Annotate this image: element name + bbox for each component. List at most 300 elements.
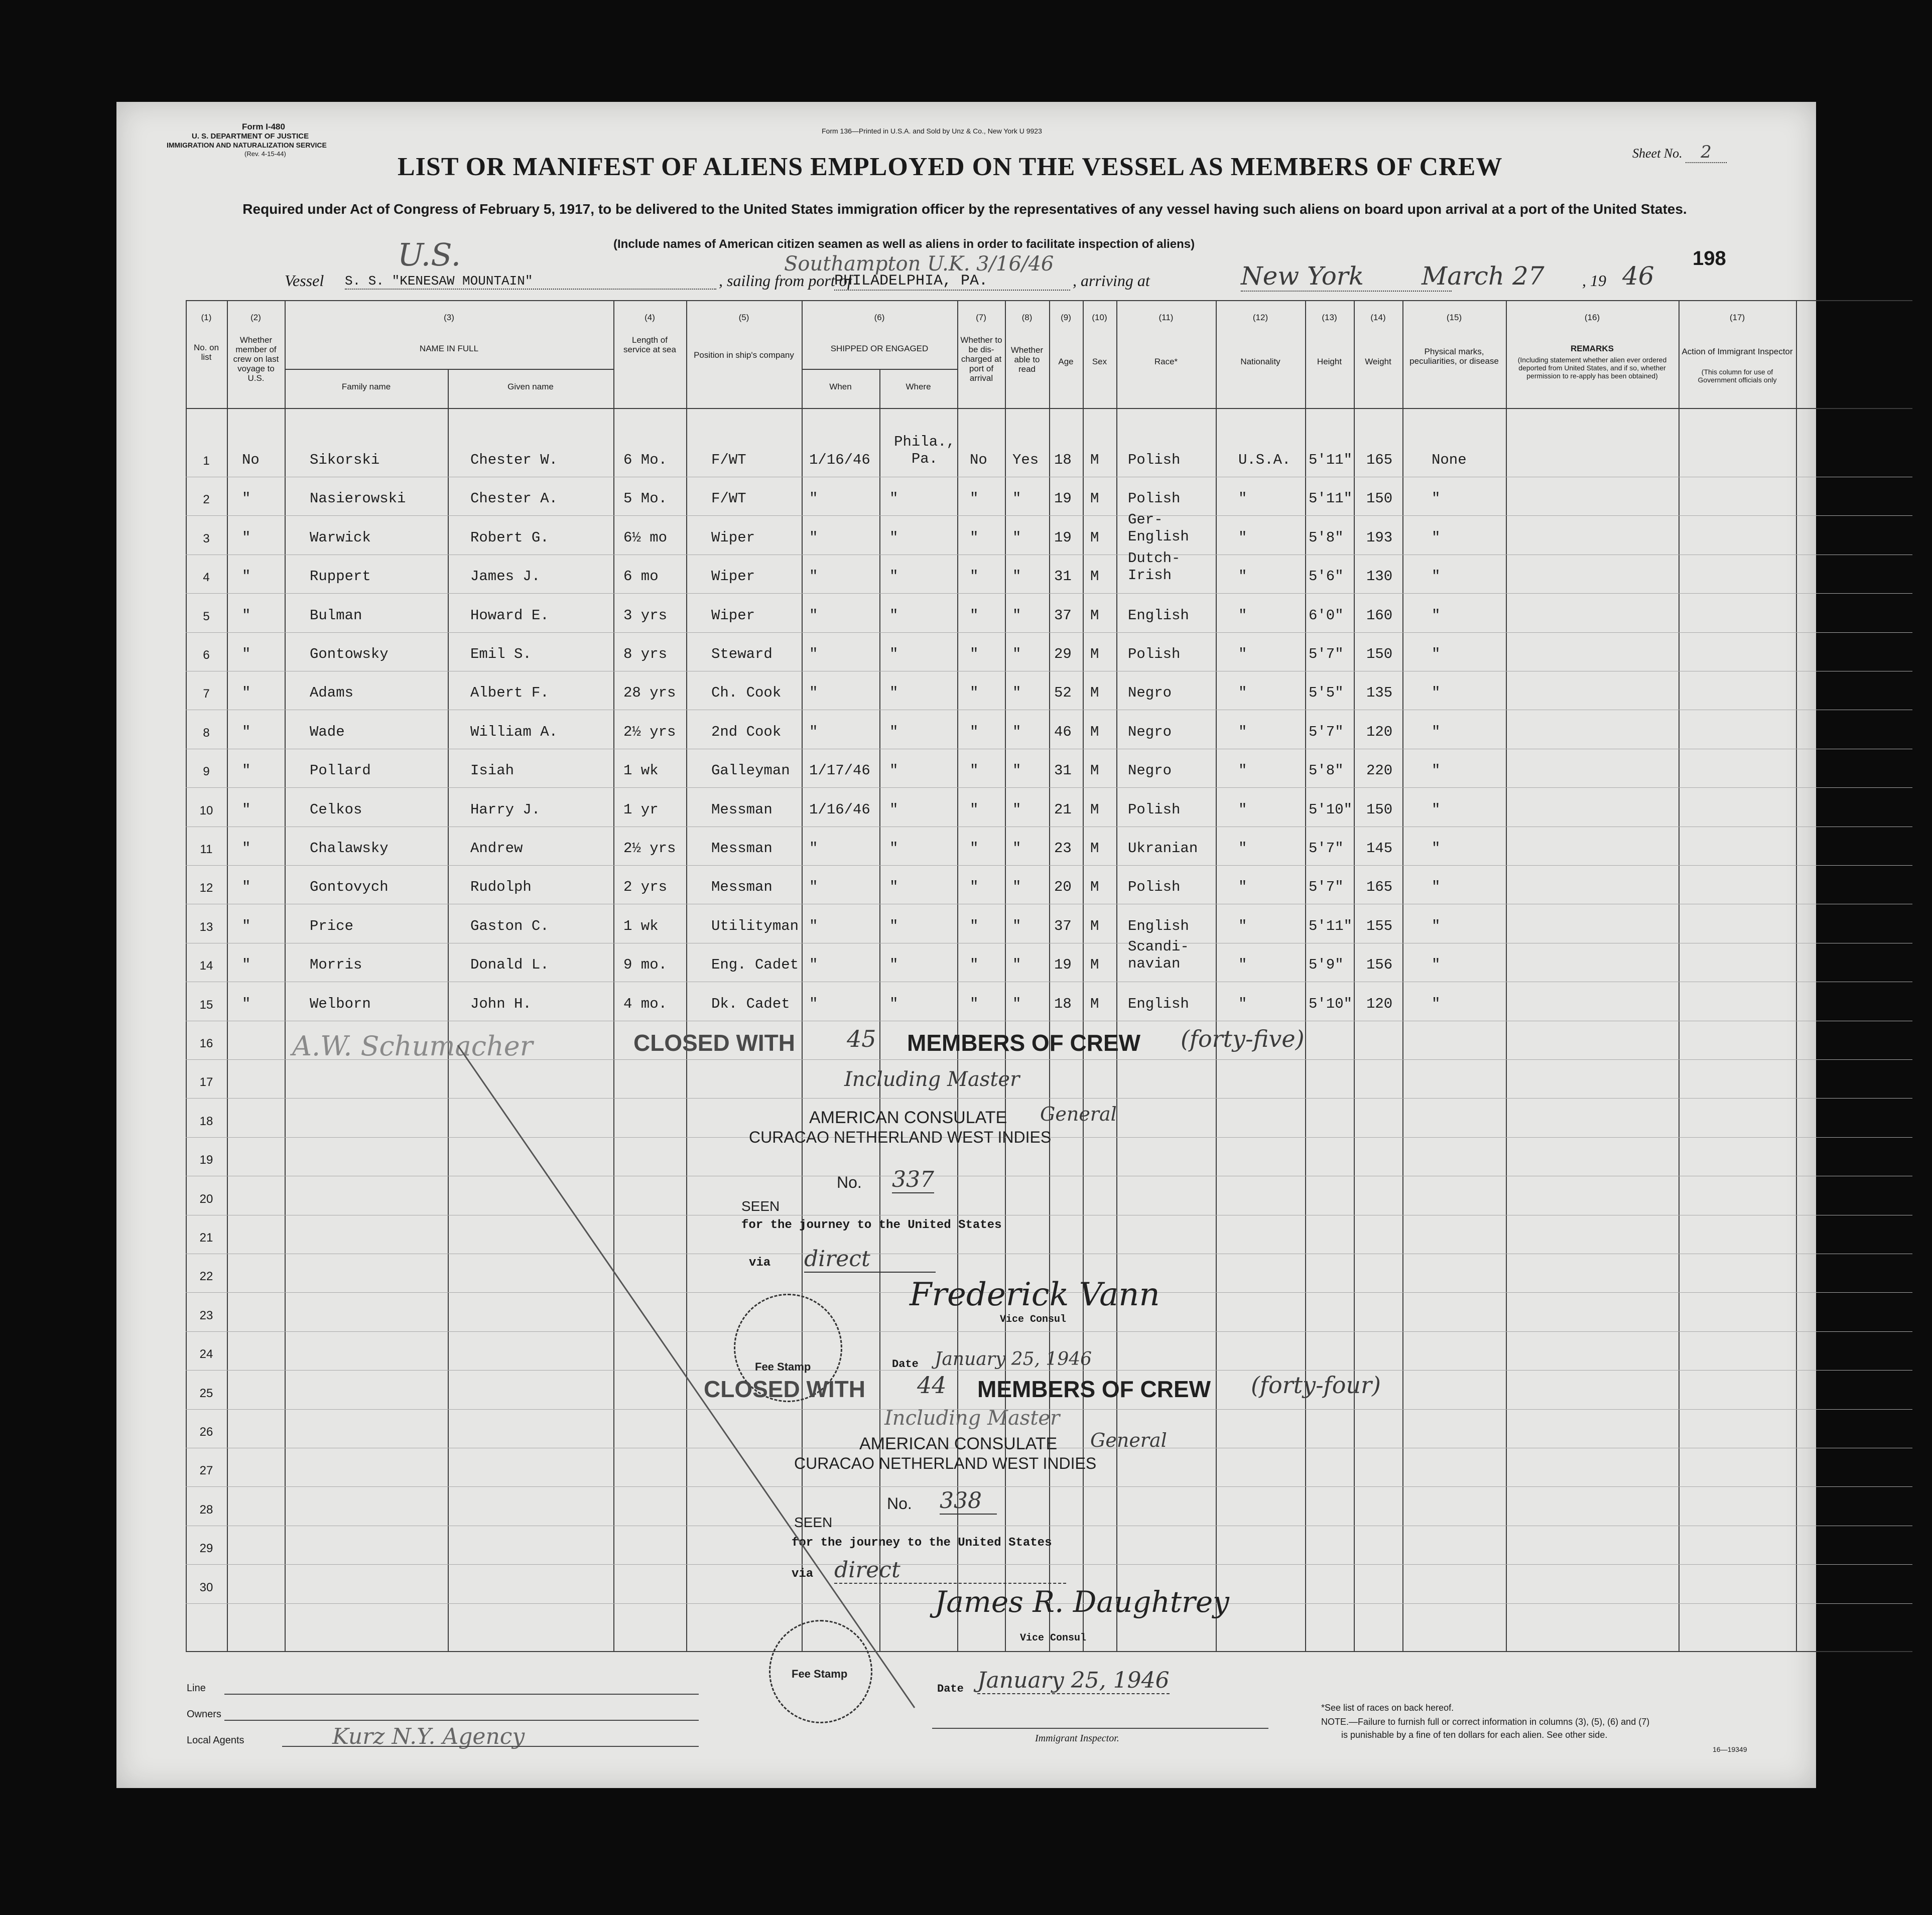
line-field	[224, 1694, 699, 1695]
race-cell: English	[1128, 918, 1189, 934]
col-number: (16)	[1584, 313, 1600, 322]
vessel-label: Vessel	[285, 271, 324, 290]
height-cell: 5'9"	[1309, 956, 1344, 973]
header-given-name: Given name	[507, 382, 554, 391]
nationality-cell: "	[1238, 685, 1247, 701]
position-cell: F/WT	[711, 452, 746, 468]
height-cell: 5'7"	[1309, 646, 1344, 662]
diagonal-strike-line	[116, 102, 1816, 1788]
crew-count: 45	[847, 1025, 876, 1052]
race-cell: Ukranian	[1128, 840, 1198, 857]
weight-cell: 130	[1366, 568, 1393, 585]
position-cell: 2nd Cook	[711, 724, 782, 740]
last-voyage-cell: "	[242, 996, 251, 1012]
shipped-where-cell: "	[889, 996, 898, 1012]
given-name-cell: Robert G.	[470, 529, 549, 546]
physical-marks-cell: "	[1432, 918, 1441, 934]
given-name-cell: Chester W.	[470, 452, 558, 468]
including-master: Including Master	[884, 1407, 1060, 1430]
weight-cell: 165	[1366, 452, 1393, 468]
position-cell: Dk. Cadet	[711, 996, 790, 1012]
age-cell: 19	[1054, 529, 1072, 546]
discharged-cell: "	[970, 529, 979, 546]
row-number: 18	[199, 1115, 213, 1128]
given-name-cell: Isiah	[470, 762, 514, 779]
able-to-read-cell: "	[1012, 568, 1021, 585]
sex-cell: M	[1090, 607, 1099, 624]
position-cell: Utilityman	[711, 918, 799, 934]
stamp-number-label: No.	[837, 1173, 862, 1191]
nationality-cell: "	[1238, 607, 1247, 624]
able-to-read-cell: "	[1012, 879, 1021, 895]
family-name-cell: Celkos	[310, 801, 362, 818]
age-cell: 19	[1054, 490, 1072, 507]
manifest-sheet	[116, 102, 1816, 1788]
col-number: (7)	[976, 313, 986, 322]
height-cell: 5'11"	[1309, 918, 1353, 934]
service-length-cell: 2½ yrs	[623, 840, 676, 857]
able-to-read-cell: "	[1012, 762, 1021, 779]
row-number: 10	[199, 804, 213, 817]
last-voyage-cell: "	[242, 607, 251, 624]
stamp-number: 337	[892, 1167, 934, 1192]
including-master: Including Master	[844, 1068, 1020, 1091]
page-number: 198	[1693, 247, 1726, 269]
shipped-when-cell: "	[809, 607, 818, 624]
races-note: *See list of races on back hereof.	[1321, 1703, 1454, 1713]
vice-consul-signature: James R. Daughtrey	[935, 1585, 1229, 1619]
row-number: 15	[199, 998, 213, 1012]
able-to-read-cell: "	[1012, 685, 1021, 701]
given-name-cell: Albert F.	[470, 685, 549, 701]
header-age: Age	[1058, 357, 1074, 366]
physical-marks-cell: "	[1432, 840, 1441, 857]
able-to-read-cell: "	[1012, 607, 1021, 624]
row-number: 11	[200, 843, 213, 856]
shipped-where-cell: "	[889, 801, 898, 818]
row-number: 19	[199, 1153, 213, 1167]
form-code: 16—19349	[1713, 1745, 1747, 1753]
shipped-where-cell: Phila., Pa.	[894, 434, 955, 467]
height-cell: 6'0"	[1309, 607, 1344, 624]
discharged-cell: "	[970, 685, 979, 701]
row-number: 29	[199, 1542, 213, 1555]
header-name-in-full: NAME IN FULL	[419, 344, 479, 353]
header-where: Where	[906, 382, 931, 391]
consulate-general: General	[1090, 1429, 1167, 1451]
row-number: 8	[203, 726, 210, 740]
race-cell: Polish	[1128, 801, 1181, 818]
col-number: (14)	[1370, 313, 1386, 322]
closed-with-label: CLOSED WITH	[633, 1030, 795, 1056]
handwritten-signature: A.W. Schumacher	[292, 1030, 533, 1062]
year-prefix: , 19	[1582, 271, 1606, 290]
col-number: (10)	[1092, 313, 1107, 322]
stamp-number-label: No.	[887, 1494, 912, 1513]
race-cell: Negro	[1128, 762, 1172, 779]
closed-with-label: CLOSED WITH	[704, 1376, 865, 1402]
seen-label: SEEN	[794, 1515, 833, 1530]
date-value: January 25, 1946	[935, 1349, 1092, 1370]
seen-label: SEEN	[741, 1198, 780, 1214]
age-cell: 31	[1054, 568, 1072, 585]
nationality-cell: U.S.A.	[1238, 452, 1291, 468]
row-number: 13	[199, 920, 213, 934]
age-cell: 19	[1054, 956, 1072, 973]
discharged-cell: "	[970, 646, 979, 662]
family-name-cell: Warwick	[310, 529, 371, 546]
physical-marks-cell: "	[1432, 956, 1441, 973]
consulate-location: CURACAO NETHERLAND WEST INDIES	[794, 1454, 1097, 1472]
sex-cell: M	[1090, 801, 1099, 818]
col-number: (8)	[1021, 313, 1033, 322]
penalty-note: NOTE.—Failure to furnish full or correct information in columns (3), (5), (6) and (7)	[1321, 1717, 1650, 1727]
last-voyage-cell: "	[242, 490, 251, 507]
position-cell: Steward	[711, 646, 772, 662]
weight-cell: 165	[1366, 879, 1393, 895]
year-suffix: 46	[1622, 261, 1654, 291]
given-name-cell: Harry J.	[470, 801, 541, 818]
physical-marks-cell: "	[1432, 490, 1441, 507]
position-cell: Wiper	[711, 529, 755, 546]
given-name-cell: Emil S.	[470, 646, 532, 662]
col-number: (17)	[1729, 313, 1745, 322]
row-number: 25	[199, 1387, 213, 1400]
discharged-cell: No	[970, 452, 987, 468]
physical-marks-cell: "	[1432, 529, 1441, 546]
family-name-cell: Adams	[310, 685, 354, 701]
service-length-cell: 1 yr	[623, 801, 659, 818]
weight-cell: 135	[1366, 685, 1393, 701]
via-value: direct	[804, 1246, 936, 1273]
sex-cell: M	[1090, 529, 1099, 546]
header-physical-marks: Physical marks, peculiarities, or disease	[1409, 347, 1499, 366]
family-name-cell: Wade	[310, 724, 345, 740]
row-number: 6	[203, 648, 210, 662]
physical-marks-cell: "	[1432, 685, 1441, 701]
shipped-where-cell: "	[889, 685, 898, 701]
date-value: January 25, 1946	[977, 1668, 1170, 1693]
family-name-cell: Gontovych	[310, 879, 389, 895]
row-number: 2	[203, 493, 210, 506]
age-cell: 21	[1054, 801, 1072, 818]
sex-cell: M	[1090, 879, 1099, 895]
vice-consul-title: Vice Consul	[1020, 1632, 1087, 1644]
penalty-note-cont: is punishable by a fine of ten dollars for each alien. See other side.	[1341, 1730, 1608, 1740]
height-cell: 5'7"	[1309, 879, 1344, 895]
sex-cell: M	[1090, 685, 1099, 701]
printer-note: Form 136—Printed in U.S.A. and Sold by Unz & Co., New York U 9923	[822, 127, 1042, 135]
via-value: direct	[834, 1557, 1066, 1584]
last-voyage-cell: "	[242, 568, 251, 585]
discharged-cell: "	[970, 724, 979, 740]
journey-label: for the journey to the United States	[792, 1536, 1052, 1550]
weight-cell: 155	[1366, 918, 1393, 934]
service-length-cell: 6 mo	[623, 568, 659, 585]
age-cell: 29	[1054, 646, 1072, 662]
shipped-where-cell: "	[889, 607, 898, 624]
able-to-read-cell: "	[1012, 801, 1021, 818]
weight-cell: 220	[1366, 762, 1393, 779]
race-cell: Negro	[1128, 685, 1172, 701]
given-name-cell: Rudolph	[470, 879, 532, 895]
position-cell: Galleyman	[711, 762, 790, 779]
col-number: (12)	[1252, 313, 1268, 322]
able-to-read-cell: "	[1012, 840, 1021, 857]
physical-marks-cell: "	[1432, 646, 1441, 662]
sex-cell: M	[1090, 762, 1099, 779]
sex-cell: M	[1090, 918, 1099, 934]
weight-cell: 120	[1366, 724, 1393, 740]
nationality-cell: "	[1238, 762, 1247, 779]
sex-cell: M	[1090, 840, 1099, 857]
position-cell: F/WT	[711, 490, 746, 507]
service-length-cell: 9 mo.	[623, 956, 668, 973]
col-number: (6)	[874, 313, 885, 322]
row-number: 23	[199, 1309, 213, 1322]
vice-consul-signature: Frederick Vann	[910, 1276, 1160, 1313]
row-number: 7	[203, 687, 210, 701]
last-voyage-cell: "	[242, 529, 251, 546]
last-voyage-cell: "	[242, 840, 251, 857]
weight-cell: 156	[1366, 956, 1393, 973]
header-remarks: REMARKS	[1571, 344, 1614, 353]
vice-consul-title: Vice Consul	[1000, 1314, 1067, 1325]
family-name-cell: Welborn	[310, 996, 371, 1012]
discharged-cell: "	[970, 762, 979, 779]
crew-count: 44	[917, 1372, 947, 1399]
nationality-cell: "	[1238, 490, 1247, 507]
sex-cell: M	[1090, 452, 1099, 468]
shipped-when-cell: "	[809, 724, 818, 740]
physical-marks-cell: "	[1432, 724, 1441, 740]
sex-cell: M	[1090, 490, 1099, 507]
physical-marks-cell: "	[1432, 607, 1441, 624]
age-cell: 37	[1054, 918, 1072, 934]
col-number: (13)	[1322, 313, 1337, 322]
able-to-read-cell: "	[1012, 956, 1021, 973]
members-of-crew-label: MEMBERS OF CREW	[977, 1376, 1211, 1402]
row-number: 20	[199, 1192, 213, 1206]
arriving-date: March 27	[1422, 261, 1544, 291]
position-cell: Ch. Cook	[711, 685, 782, 701]
height-cell: 5'11"	[1309, 490, 1353, 507]
shipped-where-cell: "	[889, 762, 898, 779]
last-voyage-cell: "	[242, 918, 251, 934]
last-voyage-cell: "	[242, 646, 251, 662]
position-cell: Messman	[711, 879, 772, 895]
race-cell: Polish	[1128, 879, 1181, 895]
last-voyage-cell: "	[242, 724, 251, 740]
discharged-cell: "	[970, 490, 979, 507]
page-title: LIST OR MANIFEST OF ALIENS EMPLOYED ON THE VESSEL AS MEMBERS OF CREW	[398, 153, 1503, 181]
race-cell: Scandi-navian	[1128, 938, 1189, 972]
height-cell: 5'8"	[1309, 529, 1344, 546]
row-number: 9	[203, 765, 210, 778]
position-cell: Eng. Cadet	[711, 956, 799, 973]
nationality-cell: "	[1238, 646, 1247, 662]
last-voyage-cell: "	[242, 879, 251, 895]
header-sex: Sex	[1092, 357, 1107, 366]
race-cell: English	[1128, 996, 1189, 1012]
height-cell: 5'5"	[1309, 685, 1344, 701]
header-able-to-read: Whether able to read	[1010, 345, 1044, 374]
stamp-number: 338	[940, 1488, 997, 1515]
inspector-label: Immigrant Inspector.	[1035, 1733, 1119, 1744]
header-position: Position in ship's company	[694, 350, 794, 360]
shipped-where-cell: "	[889, 568, 898, 585]
shipped-when-cell: "	[809, 956, 818, 973]
row-number: 26	[199, 1425, 213, 1439]
shipped-when-cell: "	[809, 529, 818, 546]
discharged-cell: "	[970, 801, 979, 818]
service-length-cell: 6½ mo	[623, 529, 668, 546]
sailing-label: , sailing from port of	[719, 271, 852, 290]
able-to-read-cell: "	[1012, 724, 1021, 740]
header-when: When	[829, 382, 852, 391]
col-number: (2)	[250, 313, 261, 322]
sailing-port: PHILADELPHIA, PA.	[834, 272, 1070, 291]
nationality-cell: "	[1238, 996, 1247, 1012]
race-cell: English	[1128, 607, 1189, 624]
family-name-cell: Pollard	[310, 762, 371, 779]
age-cell: 23	[1054, 840, 1072, 857]
consulate-general: General	[1040, 1103, 1117, 1125]
owners-label: Owners	[187, 1709, 221, 1720]
row-number: 21	[199, 1231, 213, 1245]
last-voyage-cell: "	[242, 956, 251, 973]
discharged-cell: "	[970, 918, 979, 934]
physical-marks-cell: "	[1432, 996, 1441, 1012]
physical-marks-cell: None	[1432, 452, 1467, 468]
arriving-port: New York	[1241, 261, 1452, 292]
row-number: 17	[199, 1075, 213, 1089]
shipped-when-cell: 1/16/46	[809, 452, 870, 468]
sex-cell: M	[1090, 646, 1099, 662]
row-number: 27	[199, 1464, 213, 1477]
row-number: 14	[199, 959, 213, 973]
service-length-cell: 3 yrs	[623, 607, 668, 624]
header-height: Height	[1317, 357, 1342, 366]
row-number: 1	[203, 454, 210, 468]
nationality-cell: "	[1238, 801, 1247, 818]
race-cell: Polish	[1128, 646, 1181, 662]
agents-value: Kurz N.Y. Agency	[332, 1724, 525, 1749]
shipped-where-cell: "	[889, 840, 898, 857]
height-cell: 5'8"	[1309, 762, 1344, 779]
dept-name: U. S. DEPARTMENT OF JUSTICE	[192, 132, 309, 141]
weight-cell: 150	[1366, 801, 1393, 818]
height-cell: 5'11"	[1309, 452, 1353, 468]
shipped-where-cell: "	[889, 918, 898, 934]
owners-field	[224, 1720, 699, 1721]
agents-label: Local Agents	[187, 1735, 244, 1746]
last-voyage-cell: "	[242, 762, 251, 779]
col-number: (5)	[738, 313, 749, 322]
height-cell: 5'6"	[1309, 568, 1344, 585]
col-number: (9)	[1061, 313, 1071, 322]
sex-cell: M	[1090, 996, 1099, 1012]
nationality-cell: "	[1238, 918, 1247, 934]
via-label: via	[792, 1567, 814, 1581]
given-name-cell: James J.	[470, 568, 541, 585]
journey-label: for the journey to the United States	[741, 1218, 1002, 1232]
given-name-cell: Chester A.	[470, 490, 558, 507]
position-cell: Messman	[711, 801, 772, 818]
header-last-voyage: Whether member of crew on last voyage to U.S.	[233, 335, 279, 383]
crew-count-words: (forty-five)	[1181, 1025, 1305, 1052]
family-name-cell: Nasierowski	[310, 490, 406, 507]
service-length-cell: 6 Mo.	[623, 452, 668, 468]
service-length-cell: 2 yrs	[623, 879, 668, 895]
shipped-when-cell: 1/16/46	[809, 801, 870, 818]
family-name-cell: Ruppert	[310, 568, 371, 585]
given-name-cell: Gaston C.	[470, 918, 549, 934]
header-inspector-note: (This column for use of Government officials only	[1698, 368, 1777, 384]
shipped-where-cell: "	[889, 646, 898, 662]
vessel-name: S. S. "KENESAW MOUNTAIN"	[345, 273, 716, 290]
consulate-label: AMERICAN CONSULATE	[859, 1434, 1058, 1453]
race-cell: Polish	[1128, 452, 1181, 468]
shipped-when-cell: "	[809, 996, 818, 1012]
inclusion-note: (Include names of American citizen seamen as well as aliens in order to facilitate inspection of aliens)	[613, 237, 1195, 251]
able-to-read-cell: "	[1012, 490, 1021, 507]
row-number: 24	[199, 1347, 213, 1361]
shipped-when-cell: "	[809, 490, 818, 507]
date-label: Date	[892, 1358, 919, 1371]
able-to-read-cell: "	[1012, 529, 1021, 546]
physical-marks-cell: "	[1432, 879, 1441, 895]
form-revision: (Rev. 4-15-44)	[244, 150, 286, 158]
row-number: 28	[199, 1503, 213, 1517]
row-number: 3	[203, 532, 210, 545]
service-length-cell: 5 Mo.	[623, 490, 668, 507]
height-cell: 5'7"	[1309, 724, 1344, 740]
family-name-cell: Morris	[310, 956, 362, 973]
sex-cell: M	[1090, 724, 1099, 740]
header-discharged: Whether to be dis-charged at port of arrival	[960, 335, 1002, 383]
row-number: 22	[199, 1270, 213, 1283]
row-number: 12	[199, 881, 213, 895]
nationality-cell: "	[1238, 568, 1247, 585]
age-cell: 31	[1054, 762, 1072, 779]
date-label: Date	[937, 1683, 964, 1695]
given-name-cell: Howard E.	[470, 607, 549, 624]
sheet-number: 2	[1686, 142, 1727, 163]
consulate-label: AMERICAN CONSULATE	[809, 1108, 1007, 1127]
header-race: Race*	[1154, 357, 1178, 366]
age-cell: 18	[1054, 452, 1072, 468]
age-cell: 37	[1054, 607, 1072, 624]
weight-cell: 120	[1366, 996, 1393, 1012]
age-cell: 20	[1054, 879, 1072, 895]
line-label: Line	[187, 1683, 206, 1694]
race-cell: Ger-English	[1128, 511, 1189, 545]
height-cell: 5'10"	[1309, 801, 1353, 818]
fee-stamp-label: Fee Stamp	[755, 1360, 811, 1373]
discharged-cell: "	[970, 607, 979, 624]
given-name-cell: Andrew	[470, 840, 523, 857]
shipped-where-cell: "	[889, 490, 898, 507]
family-name-cell: Price	[310, 918, 354, 934]
nationality-cell: "	[1238, 529, 1247, 546]
service-length-cell: 2½ yrs	[623, 724, 676, 740]
given-name-cell: John H.	[470, 996, 532, 1012]
weight-cell: 150	[1366, 646, 1393, 662]
shipped-when-cell: "	[809, 918, 818, 934]
given-name-cell: Donald L.	[470, 956, 549, 973]
service-length-cell: 28 yrs	[623, 685, 676, 701]
